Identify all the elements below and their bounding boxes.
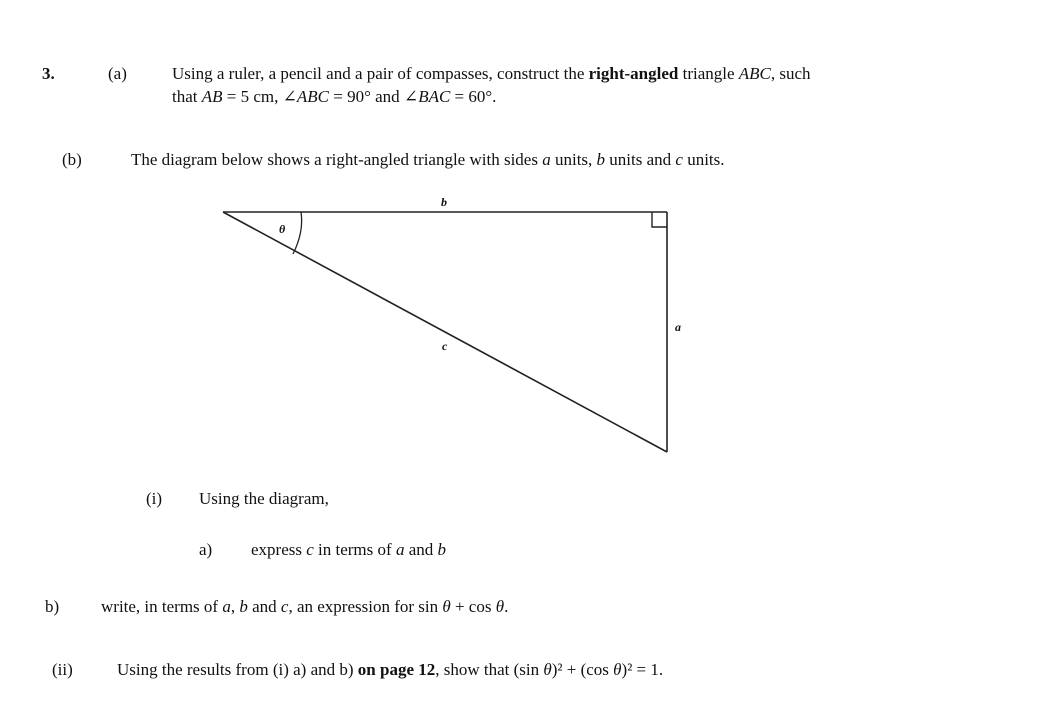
sub-i-a-text	[251, 540, 446, 560]
part-a-var-abc-angle: ABC	[296, 87, 329, 106]
sub-ii-theta2: θ	[613, 660, 622, 679]
part-b-text-post: units.	[682, 150, 725, 169]
part-a-abc-value: = 90° and ∠	[329, 87, 419, 106]
sub-i-b-theta1: θ	[442, 597, 451, 616]
sub-ii-sq2: )² = 1.	[621, 660, 664, 679]
sub-i-b-plus-cos: + cos	[450, 597, 496, 616]
part-b-var-b: b	[596, 150, 606, 169]
sub-ii-mid: , show that (sin	[435, 660, 544, 679]
sub-i-a-and: and	[404, 540, 438, 559]
sub-i-a-var-c: c	[306, 540, 314, 559]
sub-i-a-mid: in terms of	[313, 540, 396, 559]
label-a: a	[675, 320, 681, 334]
part-a-line2-pre: that	[172, 87, 202, 106]
question-number: 3.	[42, 64, 55, 83]
sub-ii-sq1: )² + (cos	[551, 660, 614, 679]
sub-i-b-label: b)	[45, 597, 60, 616]
side-c-line	[223, 212, 667, 452]
part-a-var-abc: ABC	[738, 64, 771, 83]
sub-i-b-pre: write, in terms of	[101, 597, 223, 616]
part-a-line1-pre: Using a ruler, a pencil and a pair of compasses, construct the	[172, 64, 589, 83]
sub-i-text: Using the diagram,	[199, 489, 329, 508]
sub-i-a-var-a: a	[395, 540, 405, 559]
part-a-var-bac-angle: BAC	[418, 87, 451, 106]
part-b-text-pre: The diagram below shows a right-angled triangle with sides	[131, 150, 543, 169]
part-b-var-c: c	[675, 150, 683, 169]
sub-i-b-end: .	[504, 597, 509, 616]
sub-i-a-pre: express	[251, 540, 307, 559]
sub-ii-label: (ii)	[52, 660, 73, 679]
part-b-text-mid2: units and	[605, 150, 676, 169]
sub-ii-text	[117, 660, 663, 680]
sub-i-b-var-b: b	[239, 597, 248, 616]
sub-i-label: (i)	[146, 489, 163, 508]
part-b-text-mid1: units,	[550, 150, 597, 169]
sub-i-b-and: and	[247, 597, 281, 616]
sub-i-b-theta2: θ	[495, 597, 505, 616]
sub-i-b-var-c: c	[280, 597, 289, 616]
part-a-label: (a)	[108, 64, 127, 83]
part-a-line1-post: , such	[770, 64, 811, 83]
part-b-label: (b)	[62, 150, 82, 169]
part-a-bold-right-angled: right-angled	[588, 64, 679, 83]
sub-i-a-var-b: b	[437, 540, 446, 559]
part-b-var-a: a	[542, 150, 551, 169]
sub-i-b-var-a: a	[222, 597, 231, 616]
label-theta: θ	[279, 222, 286, 236]
part-a-line1-mid: triangle	[678, 64, 739, 83]
part-a-var-ab: AB	[201, 87, 223, 106]
triangle-shape	[223, 212, 667, 452]
part-a-bac-value: = 60°.	[450, 87, 497, 106]
label-c: c	[442, 339, 448, 353]
theta-arc	[293, 212, 302, 254]
sub-ii-bold-page: on page 12	[357, 660, 436, 679]
sub-i-a-label: a)	[199, 540, 213, 559]
sub-ii-theta1: θ	[543, 660, 552, 679]
right-angle-marker	[652, 212, 667, 227]
sub-i-b-mid: , an expression for sin	[288, 597, 443, 616]
sub-ii-pre: Using the results from (i) a) and b)	[117, 660, 358, 679]
sub-i-b-comma: ,	[230, 597, 240, 616]
label-b: b	[441, 195, 447, 209]
sub-i-b-text	[101, 597, 508, 617]
part-a-ab-value: = 5 cm, ∠	[222, 87, 297, 106]
